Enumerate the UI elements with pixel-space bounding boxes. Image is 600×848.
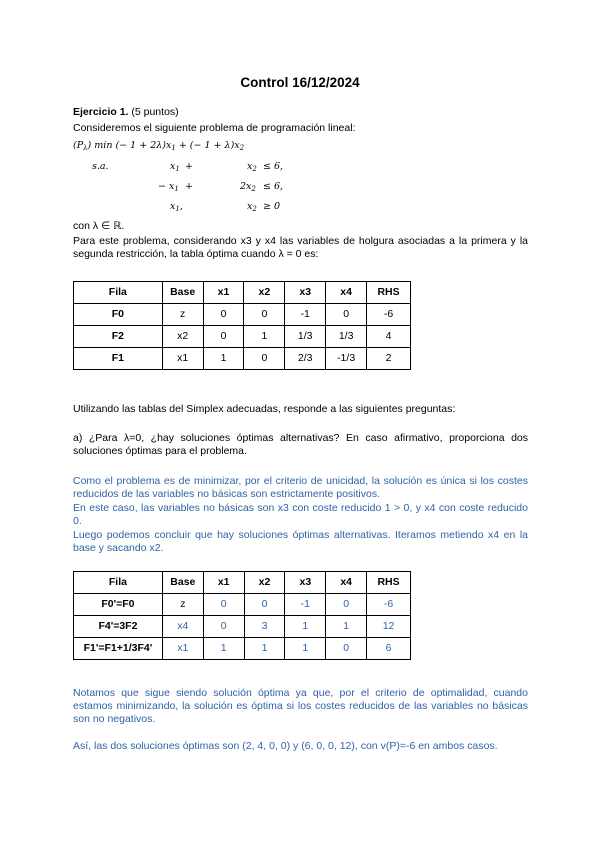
pivot-table: [73, 571, 411, 660]
table-cell: 0: [203, 326, 244, 348]
answer-a-p3: Luego podemos concluir que hay soluciones óptimas alternativas. Iteramos metiendo x4 en la base y sacando x2.: [73, 529, 528, 554]
table-cell: 12: [367, 616, 411, 638]
table-header-cell: x1: [203, 282, 244, 304]
table-header-cell: RHS: [367, 572, 411, 594]
table-cell: 1: [203, 638, 244, 660]
c3-right: $x_2$: [247, 201, 257, 213]
table-cell: z: [162, 304, 203, 326]
table-header-cell: x3: [285, 282, 326, 304]
row-label-cell: F4'=3F2: [74, 616, 163, 638]
table-cell: 1: [244, 638, 285, 660]
st-label: s.a.: [92, 161, 109, 172]
table-cell: 0: [244, 594, 285, 616]
answer-a-p1: Como el problema es de minimizar, por el criterio de unicidad, la solución es única si los costes reducidos de las variables no básicas son estrictamente positivos.: [73, 475, 528, 500]
answer-a-p2: En este caso, las variables no básicas son x3 con coste reducido 1 > 0, y x4 con coste reducido 0.: [73, 502, 528, 527]
table-cell: x1: [162, 638, 203, 660]
table-cell: 0: [203, 616, 244, 638]
optimal-table: [73, 281, 411, 370]
c1-right: $x_2$: [247, 161, 257, 173]
table-cell: x4: [162, 616, 203, 638]
table-cell: 1: [285, 638, 326, 660]
table-cell: -6: [367, 304, 411, 326]
table-header-cell: x1: [203, 572, 244, 594]
lp-objective: $(P_\lambda)$ min (− $1 + 2\lambda)x_1$ + (− $1 + \lambda)x_2$: [73, 140, 245, 152]
table-cell: -1: [285, 304, 326, 326]
table-cell: 3: [244, 616, 285, 638]
table-cell: z: [162, 594, 203, 616]
table-cell: 2: [367, 348, 411, 370]
table-header-cell: Base: [162, 572, 203, 594]
table-header-cell: x3: [285, 572, 326, 594]
c1-plus: +: [185, 161, 193, 172]
table-header-row: [74, 572, 411, 594]
table-cell: 0: [326, 594, 367, 616]
c1-left: $x_1$: [170, 161, 180, 173]
table-header-cell: RHS: [367, 282, 411, 304]
c2-left: − $x_1$: [158, 181, 179, 193]
table-row: [74, 594, 411, 616]
row-label-cell: F1: [74, 348, 163, 370]
table-header-cell: Base: [162, 282, 203, 304]
exercise-points: (5 puntos): [131, 106, 179, 118]
row-label-cell: F0'=F0: [74, 594, 163, 616]
table-cell: 1/3: [326, 326, 367, 348]
table-cell: 0: [203, 594, 244, 616]
row-label-cell: F2: [74, 326, 163, 348]
table-cell: -6: [367, 594, 411, 616]
table-header-cell: x2: [244, 282, 285, 304]
table-header-cell: x4: [326, 572, 367, 594]
table-header-cell: x2: [244, 572, 285, 594]
c3-rel: ≥ 0: [263, 201, 281, 212]
table-cell: 0: [244, 304, 285, 326]
c2-right: $2x_2$: [240, 181, 256, 193]
table-cell: 1/3: [285, 326, 326, 348]
table-cell: x2: [162, 326, 203, 348]
page-title: Control 16/12/2024: [240, 75, 360, 90]
c2-rel: ≤ 6,: [263, 181, 284, 192]
table-cell: 1: [326, 616, 367, 638]
table-row: [74, 616, 411, 638]
table-cell: x1: [162, 348, 203, 370]
table-cell: 0: [326, 304, 367, 326]
exercise-intro: Consideremos el siguiente problema de programación lineal:: [73, 122, 356, 134]
row-label-cell: F0: [74, 304, 163, 326]
conclusion-p1: Notamos que sigue siendo solución óptima ya que, por el criterio de optimalidad, cuando estamos minimizando, la solución es óptima si los costes reducidos de las variables no básicas son no negativos.: [73, 687, 528, 725]
table-row: [74, 326, 411, 348]
table-header-cell: x4: [326, 282, 367, 304]
table-cell: 0: [244, 348, 285, 370]
exercise-heading: [73, 106, 528, 119]
exercise-label: Ejercicio 1.: [73, 106, 129, 118]
conclusion-p2: Así, las dos soluciones óptimas son (2, 4, 0, 0) y (6, 0, 0, 12), con v(P)=-6 en ambos casos.: [73, 740, 498, 752]
c2-plus: +: [185, 181, 193, 192]
table-cell: 2/3: [285, 348, 326, 370]
question-a: a) ¿Para λ=0, ¿hay soluciones óptimas alternativas? En caso afirmativo, proporciona dos soluciones óptimas para el problema.: [73, 432, 528, 457]
table-row: [74, 304, 411, 326]
table-row: [74, 638, 411, 660]
simplex-intro: Utilizando las tablas del Simplex adecuadas, responde a las siguientes preguntas:: [73, 403, 456, 415]
table-header-row: [74, 282, 411, 304]
table-intro: Para este problema, considerando x3 y x4 las variables de holgura asociadas a la primera y la segunda restricción, la tabla óptima cuando λ = 0 es:: [73, 235, 528, 260]
lambda-domain: con λ ∈ ℝ.: [73, 220, 125, 232]
row-label-cell: F1'=F1+1/3F4': [74, 638, 163, 660]
c3-left: $x_1$,: [170, 201, 183, 213]
table-cell: -1/3: [326, 348, 367, 370]
table-cell: 1: [203, 348, 244, 370]
c1-rel: ≤ 6,: [263, 161, 284, 172]
table-cell: -1: [285, 594, 326, 616]
table-row: [74, 348, 411, 370]
table-header-cell: Fila: [74, 572, 163, 594]
table-cell: 0: [326, 638, 367, 660]
table-cell: 4: [367, 326, 411, 348]
table-cell: 1: [244, 326, 285, 348]
table-cell: 0: [203, 304, 244, 326]
table-cell: 1: [285, 616, 326, 638]
table-header-cell: Fila: [74, 282, 163, 304]
table-cell: 6: [367, 638, 411, 660]
